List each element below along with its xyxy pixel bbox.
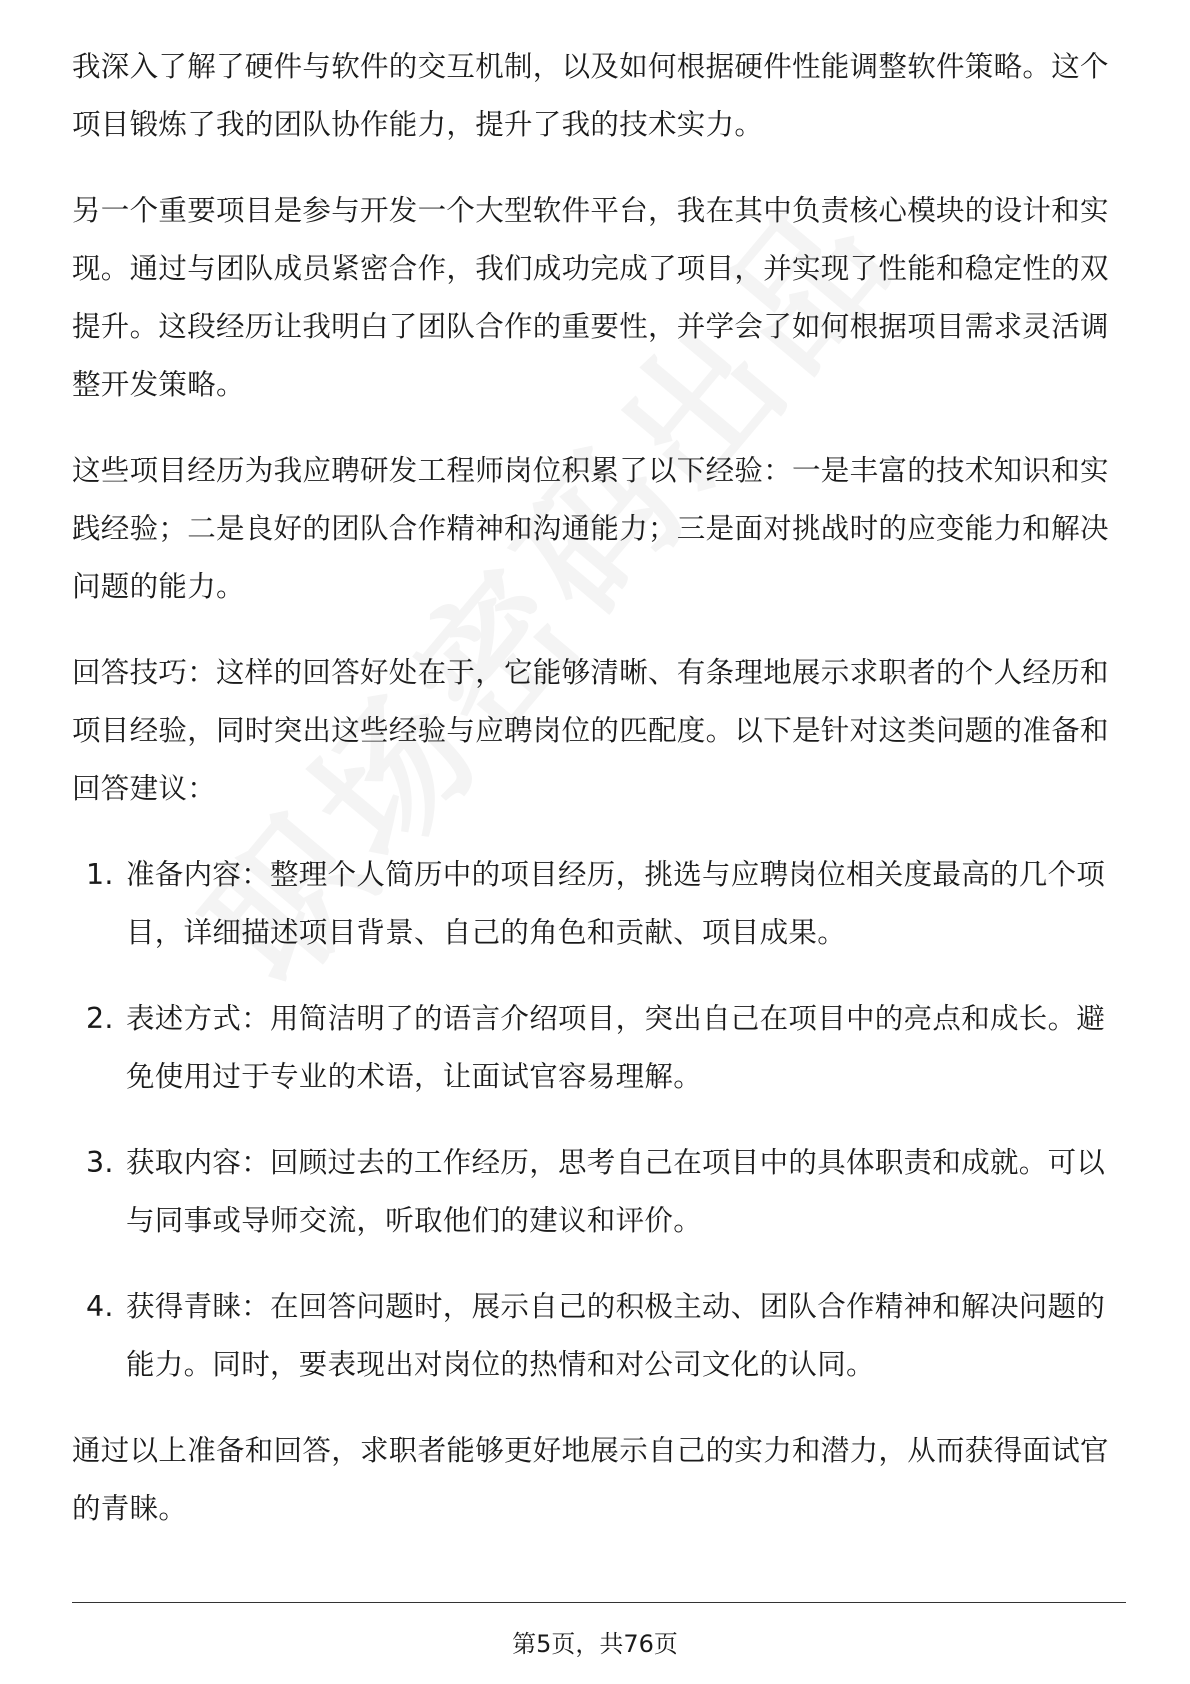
list-number: 4.: [86, 1290, 114, 1323]
page-number: 第5页，共76页: [512, 1630, 678, 1658]
list-number: 3.: [86, 1146, 114, 1179]
list-item: [72, 1134, 1122, 1250]
closing-paragraph: 通过以上准备和回答，求职者能够更好地展示自己的实力和潜力，从而获得面试官的青睐。: [72, 1434, 1109, 1525]
paragraph: 回答技巧：这样的回答好处在于，它能够清晰、有条理地展示求职者的个人经历和项目经验，同时突出这些经验与应聘岗位的匹配度。以下是针对这类问题的准备和回答建议：: [72, 656, 1109, 805]
footer-divider: [72, 1602, 1126, 1603]
list-item: [72, 846, 1122, 962]
list-number: 2.: [86, 1002, 114, 1035]
paragraph: 这些项目经历为我应聘研发工程师岗位积累了以下经验：一是丰富的技术知识和实践经验；二是良好的团队合作精神和沟通能力；三是面对挑战时的应变能力和解决问题的能力。: [72, 454, 1109, 603]
list-text: 获得青睐：在回答问题时，展示自己的积极主动、团队合作精神和解决问题的能力。同时，要表现出对岗位的热情和对公司文化的认同。: [126, 1290, 1106, 1381]
list-item: [72, 990, 1122, 1106]
list-number: 1.: [86, 858, 114, 891]
list-item: [72, 1278, 1122, 1394]
advice-list: [72, 846, 1122, 1394]
list-text: 表述方式：用简洁明了的语言介绍项目，突出自己在项目中的亮点和成长。避免使用过于专业的术语，让面试官容易理解。: [126, 1002, 1106, 1093]
paragraph: 我深入了解了硬件与软件的交互机制，以及如何根据硬件性能调整软件策略。这个项目锻炼了我的团队协作能力，提升了我的技术实力。: [72, 50, 1109, 141]
paragraph: 另一个重要项目是参与开发一个大型软件平台，我在其中负责核心模块的设计和实现。通过与团队成员紧密合作，我们成功完成了项目，并实现了性能和稳定性的双提升。这段经历让我明白了团队合作的重要性，并学会了如何根据项目需求灵活调整开发策略。: [72, 194, 1109, 401]
list-text: 获取内容：回顾过去的工作经历，思考自己在项目中的具体职责和成就。可以与同事或导师交流，听取他们的建议和评价。: [126, 1146, 1106, 1237]
list-text: 准备内容：整理个人简历中的项目经历，挑选与应聘岗位相关度最高的几个项目，详细描述项目背景、自己的角色和贡献、项目成果。: [126, 858, 1106, 949]
document-body: [72, 38, 1122, 1566]
